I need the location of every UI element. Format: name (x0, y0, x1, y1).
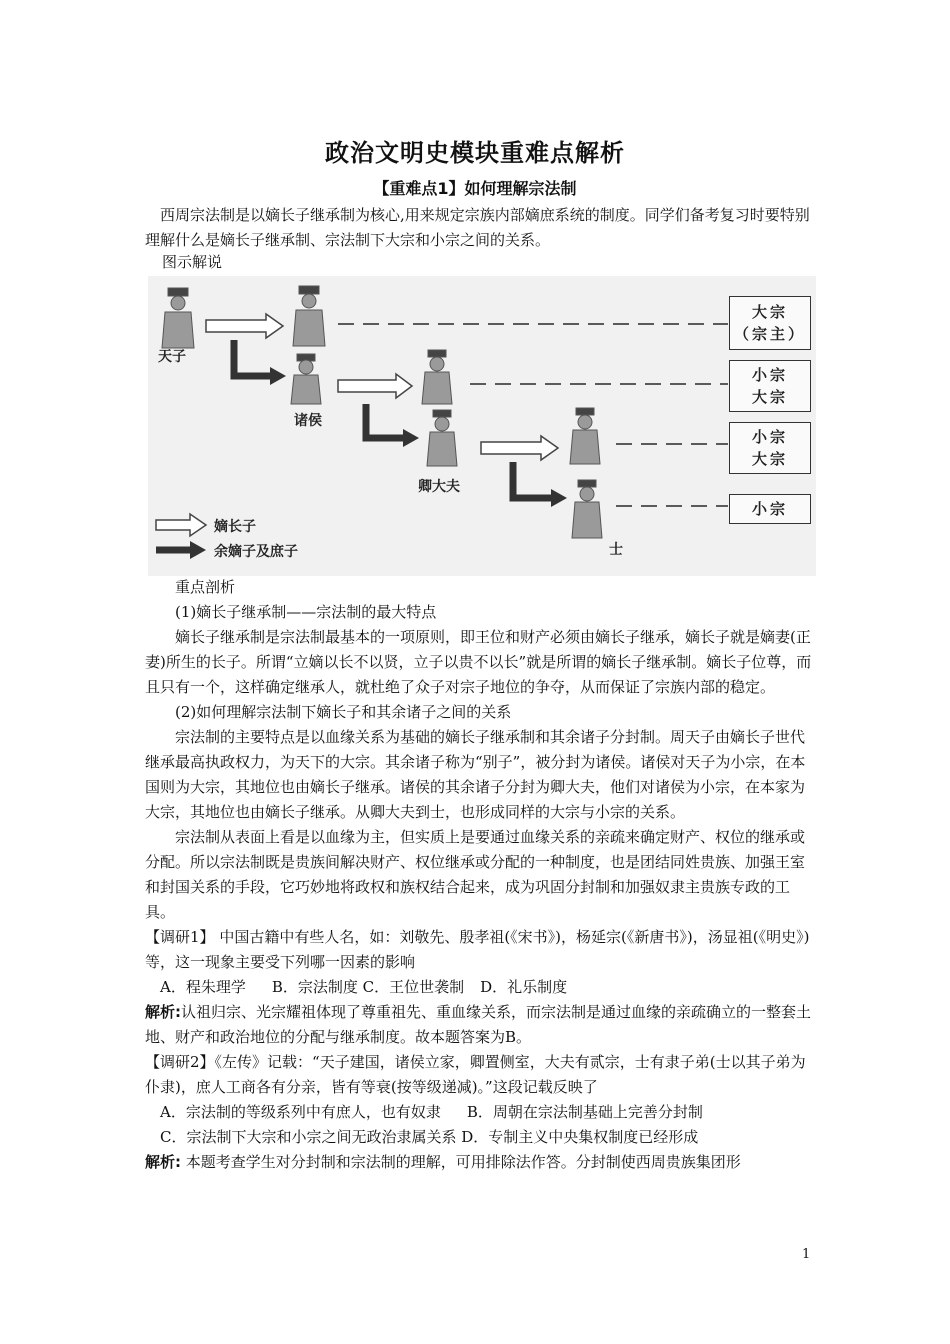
question2-stem: 《左传》记载：“天子建国，诸侯立家，卿置侧室，大夫有贰宗，士有隶子弟(士以其子弟为仆隶)，庶人工商各有分亲，皆有等衰(按等级递减)。”这段记载反映了 (145, 1053, 806, 1096)
box1-line2: （宗主） (733, 325, 806, 343)
tianzi-figure-icon (162, 288, 194, 348)
question1-stem: 中国古籍中有些人名，如：刘敬先、殷孝祖(《宋书》)，杨延宗(《新唐书》)，汤显祖(《明史》)等，这一现象主要受下列哪一因素的影响 (145, 928, 810, 971)
qingdafu-heir-figure-icon (570, 408, 600, 464)
label-qingdafu: 卿大夫 (418, 479, 460, 495)
question2-answer (145, 1150, 815, 1175)
box-dazong-zongzhu (729, 296, 811, 350)
analysis-body (145, 575, 815, 1175)
point3-paragraph: 宗法制从表面上看是以血缘为主，但实质上是要通过血缘关系的亲疏来确定财产、权位的继承或分配。所以宗法制既是贵族间解决财产、权位继承或分配的一种制度，也是团结同姓贵族、加强王室和封国关系的手段，它巧妙地将政权和族权结合起来，成为巩固分封制和加强奴隶主贵族专政的工具。 (145, 828, 806, 921)
solid-arrow-2 (366, 404, 406, 438)
q2-option-a: A．宗法制的等级系列中有庶人，也有奴隶 (160, 1103, 441, 1121)
page-title: 政治文明史模块重难点解析 (325, 139, 625, 167)
hollow-arrow-2 (338, 374, 412, 398)
solid-arrows (234, 340, 554, 498)
legend-label-yudizi: 余嫡子及庶子 (214, 544, 298, 560)
question1-answer (145, 1000, 815, 1050)
label-shi: 士 (609, 542, 623, 558)
intro-paragraph: 西周宗法制是以嫡长子继承制为核心,用来规定宗族内部嫡庶系统的制度。同学们备考复习时要特别理解什么是嫡长子继承制、宗法制下大宗和小宗之间的关系。 (145, 206, 810, 249)
box-xiaozong-dazong-1 (729, 360, 811, 412)
legend-hollow-arrow-icon (156, 514, 206, 536)
point2-title: (2)如何理解宗法制下嫡长子和其余诸子之间的关系 (175, 703, 512, 721)
q2-answer-label: 解析: (145, 1153, 181, 1171)
point1-title: (1)嫡长子继承制——宗法制的最大特点 (175, 603, 437, 621)
section-heading: 【重难点1】如何理解宗法制 (373, 179, 577, 198)
analysis-heading: 重点剖析 (175, 578, 236, 596)
hollow-arrow-3 (481, 436, 558, 460)
tianzi-heir-figure-icon (293, 286, 325, 346)
q2-option-c: C．宗法制下大宗和小宗之间无政治隶属关系 (160, 1128, 457, 1146)
question2-options-ab (145, 1100, 815, 1125)
q1-option-d: D．礼乐制度 (480, 978, 568, 996)
zhuhou-heir-figure-icon (422, 350, 452, 404)
box1-line1: 大宗 (751, 303, 788, 321)
zhuhou-figure-icon (291, 354, 321, 404)
legend-solid-arrow-icon (156, 541, 206, 559)
question2 (145, 1050, 815, 1100)
question2-options-cd (145, 1125, 815, 1150)
question1-options (145, 975, 815, 1000)
zongfa-diagram (148, 276, 816, 576)
box-xiaozong-dazong-2 (729, 422, 811, 474)
q2-answer-text: 本题考查学生对分封制和宗法制的理解，可用排除法作答。分封制使西周贵族集团形 (185, 1153, 741, 1171)
box-xiaozong (729, 494, 811, 524)
q1-option-a: A．程朱理学 (160, 978, 246, 996)
solid-arrow-1 (234, 340, 273, 376)
solid-arrow-3 (513, 462, 554, 498)
q1-option-c: C．王位世袭制 (362, 978, 465, 996)
question2-label: 【调研2】 (145, 1053, 215, 1071)
box3-line2: 大宗 (751, 450, 788, 468)
q2-option-d: D．专制主义中央集权制度已经形成 (461, 1128, 699, 1146)
shi-figure-icon (572, 480, 602, 538)
q1-option-b: B．宗法制度 (271, 978, 358, 996)
q1-answer-label: 解析: (145, 1003, 181, 1021)
point2-paragraph: 宗法制的主要特点是以血缘关系为基础的嫡长子继承制和其余诸子分封制。周天子由嫡长子世代继承最高执政权力，为天下的大宗。其余诸子称为“别子”，被分封为诸侯。诸侯对天子为小宗，在本国则为大宗，其地位也由嫡长子继承。诸侯的其余诸子分封为卿大夫，他们对诸侯为小宗，在本家为大宗，其地位也由嫡长子继承。从卿大夫到士，也形成同样的大宗与小宗的关系。 (145, 728, 806, 821)
question1-label: 【调研1】 (145, 928, 215, 946)
hollow-arrow-1 (206, 314, 283, 338)
qingdafu-figure-icon (427, 410, 457, 466)
box4-line1: 小宗 (751, 500, 788, 518)
label-tianzi: 天子 (158, 349, 186, 365)
q2-option-b: B．周朝在宗法制基础上完善分封制 (466, 1103, 703, 1121)
question1 (145, 925, 815, 975)
box2-line1: 小宗 (751, 366, 788, 384)
label-zhuhou: 诸侯 (294, 413, 322, 429)
figure-caption: 图示解说 (162, 253, 223, 271)
page-number: 1 (802, 1247, 811, 1262)
legend-label-dizhangzi: 嫡长子 (214, 519, 256, 535)
box2-line2: 大宗 (751, 388, 788, 406)
point1-paragraph: 嫡长子继承制是宗法制最基本的一项原则，即王位和财产必须由嫡长子继承，嫡长子就是嫡妻(正妻)所生的长子。所谓“立嫡以长不以贤，立子以贵不以长”就是所谓的嫡长子继承制。嫡长子位尊，而且只有一个，这样确定继承人，就杜绝了众子对宗子地位的争夺，从而保证了宗族内部的稳定。 (145, 628, 812, 696)
box3-line1: 小宗 (751, 428, 788, 446)
dashed-connectors (338, 324, 728, 506)
q1-answer-text: 认祖归宗、光宗耀祖体现了尊重祖先、重血缘关系，而宗法制是通过血缘的亲疏确立的一整套土地、财产和政治地位的分配与继承制度。故本题答案为B。 (145, 1003, 812, 1046)
